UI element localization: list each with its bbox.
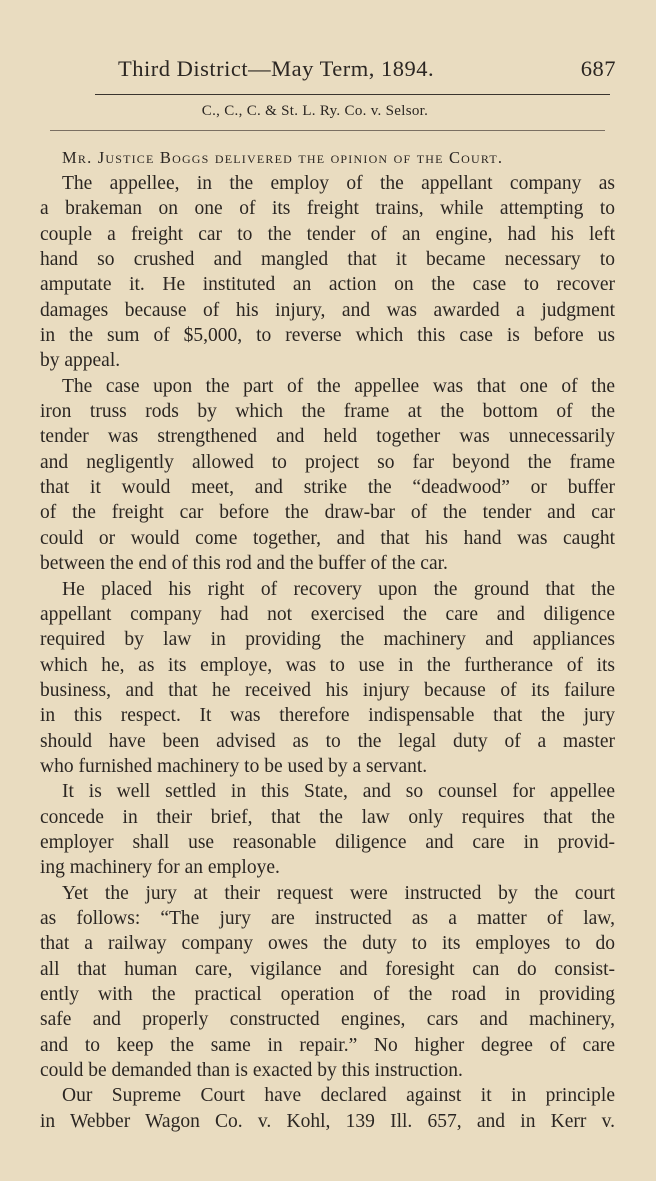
text-line: He placed his right of recovery upon the ground that the <box>62 578 615 600</box>
text-line: The appellee, in the employ of the appellant company as <box>62 173 615 194</box>
text-line: which he, as its employe, was to use in the furtherance of its <box>40 654 615 676</box>
text-line: hand so crushed and mangled that it became necessary to <box>40 249 615 271</box>
text-line: damages because of his injury, and was awarded a judgment <box>40 299 615 321</box>
text-line: required by law in providing the machinery and appliances <box>40 629 615 651</box>
text-line: a brakeman on one of its freight trains, while attempting to <box>40 198 615 220</box>
text-line: in Webber Wagon Co. v. Kohl, 139 Ill. 657, and in Kerr v. <box>40 1110 615 1132</box>
text-line: and to keep the same in repair.” No higher degree of care <box>40 1034 615 1056</box>
page-number: 687 <box>580 56 616 81</box>
opinion-body <box>40 145 615 1134</box>
text-line: ently with the practical operation of the road in providing <box>40 984 615 1005</box>
text-line: that it would meet, and strike the “deadwood” or buffer <box>40 477 615 499</box>
opinion-attribution: Mr. Justice Boggs delivered the opinion of the Court. <box>62 148 504 167</box>
running-head <box>118 56 616 86</box>
text-line: iron truss rods by which the frame at the bottom of the <box>40 401 615 423</box>
text-line: business, and that he received his injury because of its failure <box>40 679 615 701</box>
text-line: Our Supreme Court have declared against it in principle <box>62 1085 615 1107</box>
text-line: that a railway company owes the duty to its employes to do <box>40 933 615 955</box>
case-title-rule <box>50 130 605 131</box>
text-line: could or would come together, and that his hand was caught <box>40 527 615 549</box>
text-line: It is well settled in this State, and so counsel for appellee <box>62 781 615 803</box>
text-line: appellant company had not exercised the care and diligence <box>40 603 615 625</box>
text-line: couple a freight car to the tender of an engine, had his left <box>40 223 615 245</box>
case-title: C., C., C. & St. L. Ry. Co. v. Selsor. <box>201 103 429 119</box>
text-line: between the end of this rod and the buffer of the car. <box>40 553 448 575</box>
text-line: employer shall use reasonable diligence and care in provid- <box>40 831 615 853</box>
text-line: tender was strengthened and held together was unnecessarily <box>40 426 615 448</box>
text-line: amputate it. He instituted an action on the case to recover <box>40 274 615 296</box>
text-line: all that human care, vigilance and foresight can do consist- <box>40 958 615 980</box>
text-line: by appeal. <box>40 350 121 372</box>
header-rule <box>95 94 610 95</box>
text-line: Yet the jury at their request were instructed by the court <box>62 882 615 904</box>
text-line: of the freight car before the draw-bar of the tender and car <box>40 502 615 524</box>
text-line: could be demanded than is exacted by this instruction. <box>40 1060 463 1082</box>
text-line: concede in their brief, that the law only requires that the <box>40 806 615 828</box>
text-line: in the sum of $5,000, to reverse which this case is before us <box>40 325 615 347</box>
text-line: and negligently allowed to project so far beyond the frame <box>40 451 615 473</box>
text-line: who furnished machinery to be used by a servant. <box>40 755 428 777</box>
text-line: in this respect. It was therefore indispensable that the jury <box>40 705 615 727</box>
text-line: as follows: “The jury are instructed as a matter of law, <box>40 907 615 929</box>
text-line: safe and properly constructed engines, cars and machinery, <box>40 1009 615 1031</box>
running-title: Third District—May Term, 1894. <box>118 56 435 81</box>
text-line: ing machinery for an employe. <box>40 857 280 879</box>
text-line: should have been advised as to the legal duty of a master <box>40 730 615 752</box>
text-line: The case upon the part of the appellee was that one of the <box>62 375 615 397</box>
